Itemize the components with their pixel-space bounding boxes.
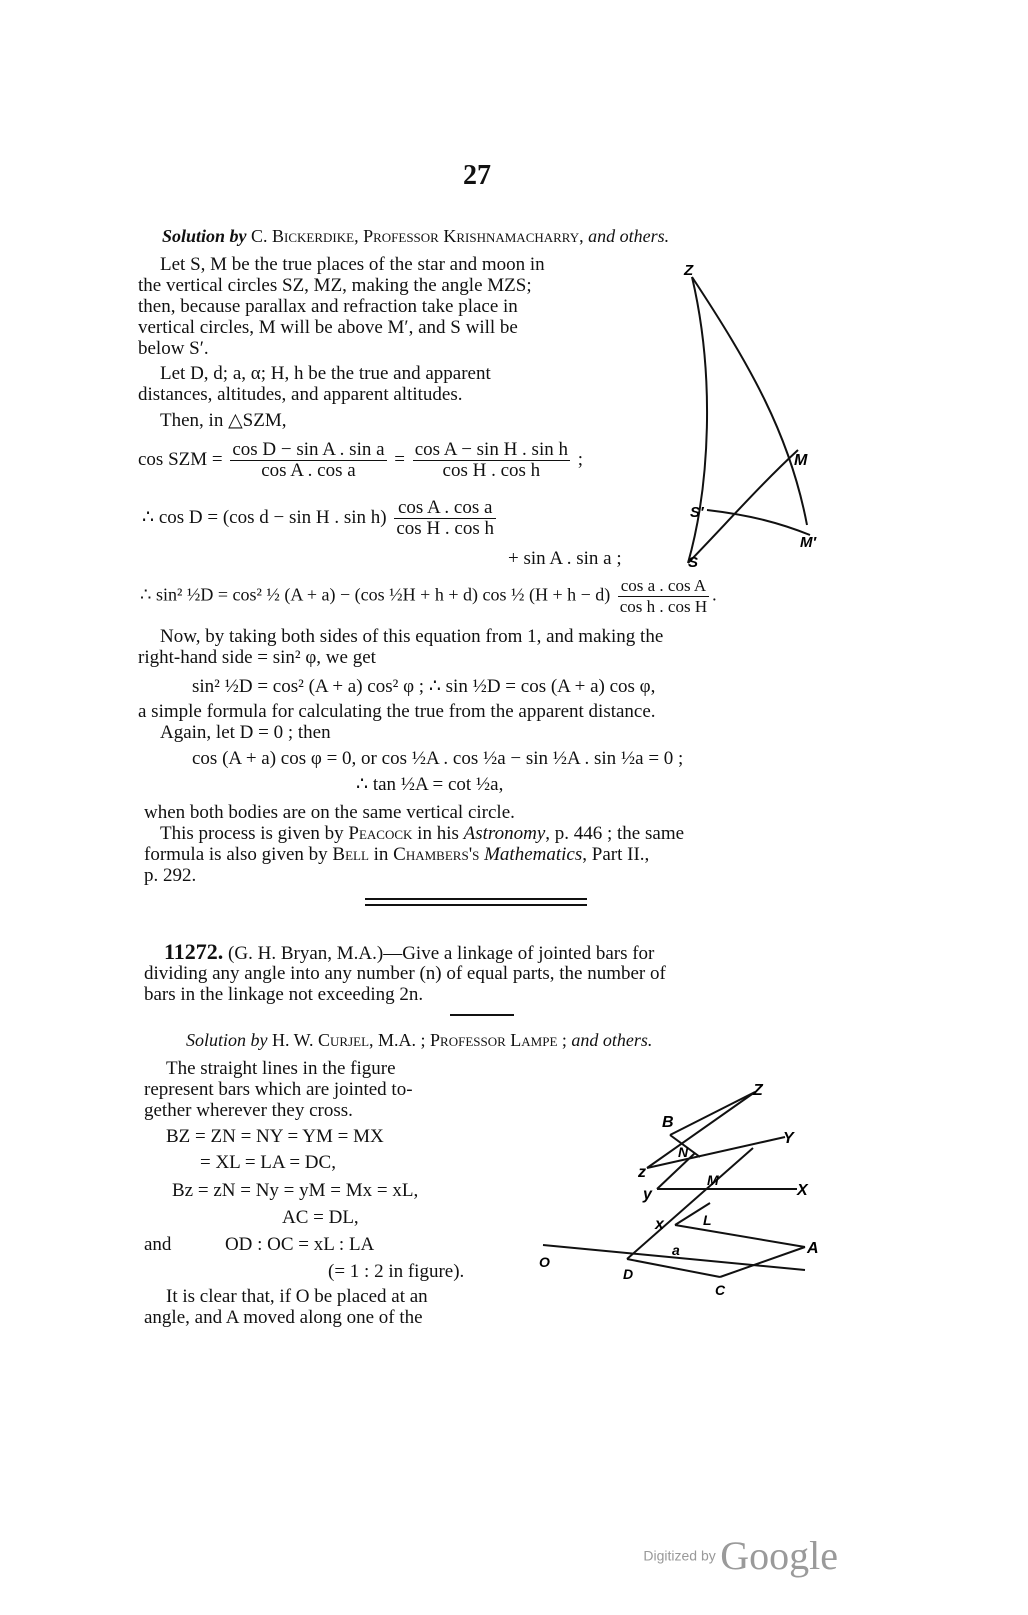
text-line: Then, in △SZM,	[160, 410, 287, 431]
text-line: Again, let D = 0 ; then	[160, 722, 331, 743]
solution-suffix: and others.	[588, 226, 670, 246]
name-bell: Bell	[332, 844, 369, 865]
fig2-label: a	[672, 1242, 680, 1258]
text-line	[144, 844, 649, 866]
linkage-figure	[535, 1075, 835, 1305]
separator-rule	[365, 898, 587, 900]
period: .	[712, 584, 717, 605]
text-line: angle, and A moved along one of the	[144, 1307, 423, 1328]
solution-prefix: Solution by	[162, 226, 247, 246]
fraction	[230, 440, 386, 481]
text-line: a simple formula for calculating the true from the apparent distance.	[138, 701, 656, 722]
text-line: It is clear that, if O be placed at an	[166, 1286, 428, 1307]
bar-bz	[670, 1092, 755, 1135]
eq3-lhs: ∴ sin² ½D = cos² ½ (A + a) − (cos ½H + h + d) cos ½ (H + h − d)	[140, 584, 611, 605]
text-run: , Part II.,	[582, 844, 650, 865]
numerator: cos a . cos A	[618, 576, 709, 597]
fig2-label: C	[715, 1282, 726, 1298]
solution-header-1	[162, 225, 669, 247]
solution-header-2	[186, 1029, 652, 1051]
solution-authors: H. W. Curjel, M.A. ; Professor Lampe ;	[272, 1030, 567, 1050]
fig2-label: Z	[753, 1082, 763, 1099]
fig2-label: O	[539, 1254, 550, 1270]
text-line: then, because parallax and refraction take place in	[138, 296, 518, 317]
fig1-label: M	[794, 452, 808, 469]
text-line: distances, altitudes, and apparent altitudes.	[138, 384, 463, 405]
spherical-triangle-figure	[680, 255, 830, 585]
text-run: , p. 446 ; the same	[545, 823, 685, 844]
fig2-label: M	[707, 1172, 719, 1188]
bar-xa	[675, 1225, 805, 1247]
name-peacock: Peacock	[348, 823, 413, 844]
bar-ca	[720, 1247, 805, 1277]
short-rule	[450, 1014, 514, 1016]
text-line: right-hand side = sin² φ, we get	[138, 647, 376, 668]
fraction	[413, 440, 570, 481]
solution-suffix: and others.	[571, 1030, 653, 1050]
fig1-label: M′	[800, 534, 817, 551]
question-line	[164, 941, 654, 965]
fig2-label: y	[643, 1186, 652, 1203]
text-run: formula is also given by	[144, 844, 333, 865]
denominator: cos h . cos H	[619, 597, 708, 616]
text-line	[160, 823, 684, 845]
question-number: 11272.	[164, 939, 224, 964]
equation-3	[140, 576, 717, 617]
fig2-label: A	[807, 1240, 819, 1257]
eq1-lhs: cos SZM =	[138, 448, 223, 470]
semicolon: ;	[577, 448, 584, 470]
question-line: bars in the linkage not exceeding 2n.	[144, 984, 424, 1005]
equation-1	[138, 440, 583, 481]
equation-line: = XL = LA = DC,	[200, 1152, 336, 1173]
text-line: vertical circles, M will be above M′, and S will be	[138, 317, 518, 338]
text-run: in his	[412, 823, 464, 844]
and-word: and	[144, 1234, 172, 1255]
fig2-label: N	[678, 1144, 689, 1160]
title-astronomy: Astronomy	[463, 823, 546, 844]
fig2-label: X	[797, 1182, 808, 1199]
bar-dc	[627, 1259, 720, 1277]
fig2-label: D	[623, 1266, 634, 1282]
text-line: below S′.	[138, 338, 209, 359]
eq2-continuation: + sin A . sin a ;	[508, 548, 622, 569]
text-line: p. 292.	[144, 865, 197, 886]
page-number: 27	[463, 160, 491, 191]
note-line: (= 1 : 2 in figure).	[328, 1261, 465, 1282]
equation-6: ∴ tan ½A = cot ½a,	[356, 774, 504, 795]
arc-s-prime-m-prime	[707, 510, 810, 535]
numerator: cos A . cos a	[394, 498, 496, 519]
numerator: cos A − sin H . sin h	[414, 439, 568, 460]
fig2-label: Y	[783, 1130, 794, 1147]
fig2-label: x	[655, 1216, 664, 1233]
fig2-label: B	[662, 1114, 674, 1131]
arc-zm	[692, 277, 807, 525]
digitized-by-google-watermark	[643, 1532, 838, 1579]
equation-4: sin² ½D = cos² (A + a) cos² φ ; ∴ sin ½D = cos (A + a) cos φ,	[192, 676, 656, 697]
text-line: represent bars which are jointed to-	[144, 1079, 413, 1100]
text-run: in	[368, 844, 394, 865]
fig1-label: Z	[684, 262, 694, 279]
name-chambers: Chambers's	[393, 844, 480, 865]
google-logo: Google	[720, 1533, 838, 1578]
solution-prefix: Solution by	[186, 1030, 268, 1050]
text-line: Let S, M be the true places of the star and moon in	[160, 254, 545, 275]
eq2-lhs: ∴ cos D = (cos d − sin H . sin h)	[142, 506, 387, 528]
numerator: cos D − sin A . sin a	[232, 439, 385, 460]
solution-authors: C. Bickerdike, Professor Krishnamacharry,	[251, 226, 584, 246]
denominator: cos A . cos a	[261, 460, 356, 481]
title-mathematics: Mathematics	[484, 844, 583, 865]
separator-rule	[365, 904, 587, 906]
denominator: cos H . cos h	[396, 518, 495, 539]
ratio-equation: OD : OC = xL : LA	[224, 1234, 375, 1255]
equals: =	[394, 448, 405, 470]
text-line: when both bodies are on the same vertical circle.	[144, 802, 515, 823]
equation-line	[144, 1234, 374, 1256]
equation-line: BZ = ZN = NY = YM = MX	[166, 1126, 384, 1147]
fig2-label: z	[638, 1164, 646, 1181]
text-line: The straight lines in the figure	[166, 1058, 396, 1079]
text-line: Let D, d; a, α; H, h be the true and apparent	[160, 363, 491, 384]
fig1-label: S′	[690, 504, 704, 521]
equation-2	[142, 498, 499, 539]
equation-line: AC = DL,	[282, 1207, 359, 1228]
question-text: (G. H. Bryan, M.A.)—Give a linkage of jointed bars for	[228, 943, 655, 964]
equation-5: cos (A + a) cos φ = 0, or cos ½A . cos ½a − sin ½A . sin ½a = 0 ;	[192, 748, 684, 769]
fig2-label: L	[703, 1212, 712, 1228]
denominator: cos H . cos h	[442, 460, 541, 481]
fraction	[394, 498, 496, 539]
text-line: the vertical circles SZ, MZ, making the angle MZS;	[138, 275, 532, 296]
fig1-label: S	[688, 554, 699, 571]
text-line: gether wherever they cross.	[144, 1100, 353, 1121]
digitized-label: Digitized by	[643, 1547, 716, 1564]
question-line: dividing any angle into any number (n) of equal parts, the number of	[144, 963, 666, 984]
text-run: This process is given by	[160, 823, 349, 844]
text-line: Now, by taking both sides of this equation from 1, and making the	[160, 626, 664, 647]
equation-line: Bz = zN = Ny = yM = Mx = xL,	[172, 1180, 419, 1201]
